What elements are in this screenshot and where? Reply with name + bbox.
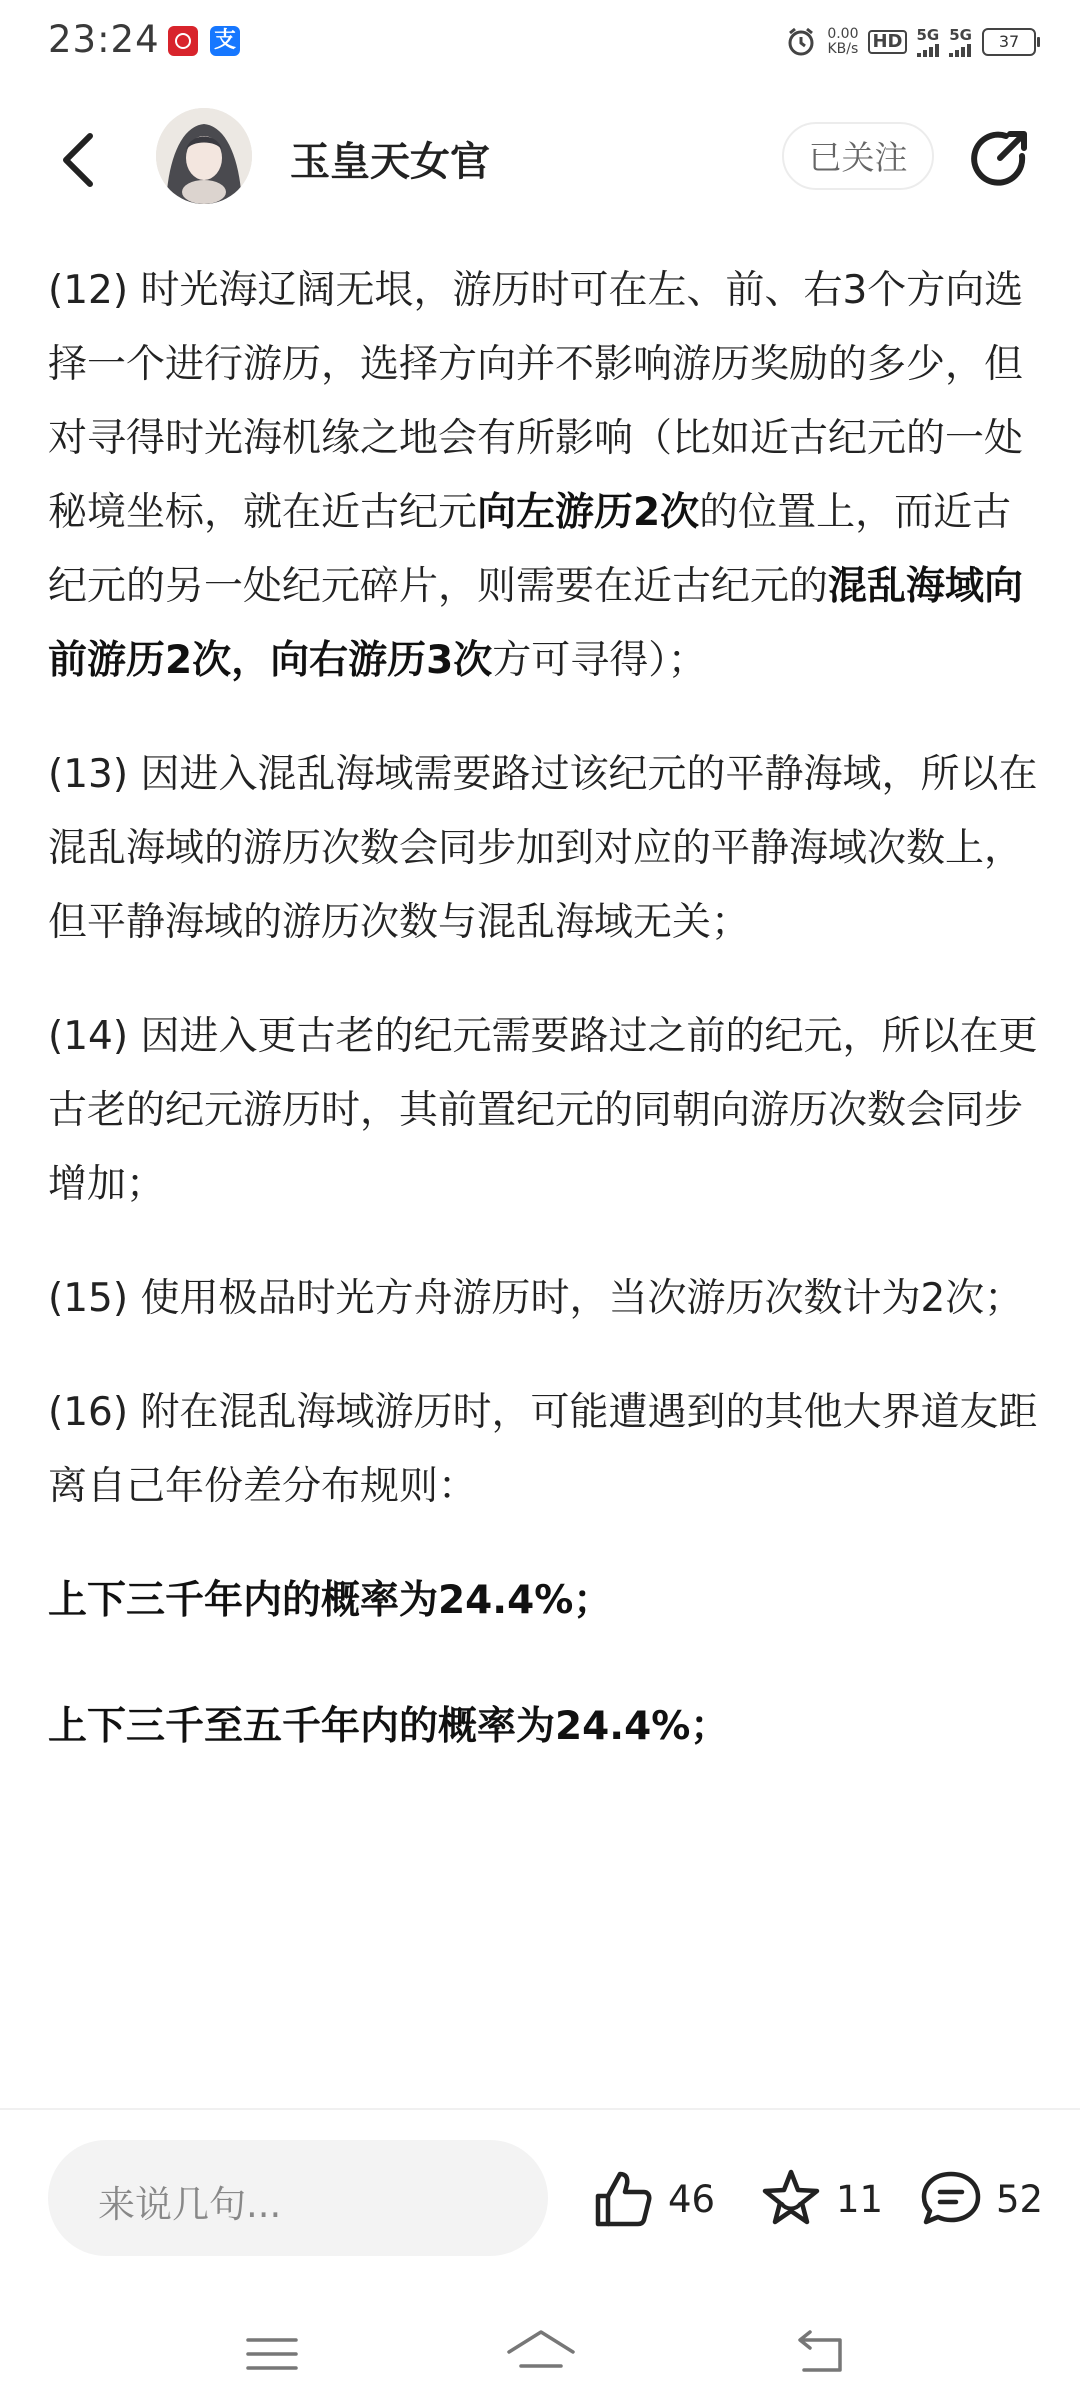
home-icon[interactable] <box>505 2326 577 2382</box>
thumbs-up-icon <box>590 2166 656 2232</box>
signal-sim1-icon: 5G <box>917 27 940 57</box>
comment-placeholder: 来说几句... <box>98 2183 282 2226</box>
author-name[interactable]: 玉皇天女官 <box>290 139 490 185</box>
net-speed: 0.00 KB/s <box>827 26 859 57</box>
post-header <box>0 100 1080 220</box>
alipay-app-icon: 支 <box>210 26 240 56</box>
avatar[interactable] <box>156 108 252 204</box>
bank-app-icon <box>168 26 198 56</box>
chevron-left-icon[interactable] <box>52 128 108 192</box>
favorite-button[interactable] <box>758 2164 883 2234</box>
chat-bubble-icon <box>918 2166 984 2232</box>
signal-sim2-icon: 5G <box>949 27 972 57</box>
like-count: 46 <box>668 2177 716 2221</box>
paragraph-13: (13) 因进入混乱海域需要路过该纪元的平静海域，所以在混乱海域的游历次数会同步加到对应的平静海域次数上，但平静海域的游历次数与混乱海域无关； <box>48 752 1038 945</box>
status-time: 23:24 <box>48 18 160 61</box>
favorite-count: 11 <box>836 2177 884 2221</box>
paragraph-15: (15) 使用极品时光方舟游历时，当次游历次数计为2次； <box>48 1276 1024 1321</box>
system-nav-bar <box>0 2300 1080 2408</box>
hd-badge: HD <box>868 30 906 54</box>
share-icon[interactable] <box>966 126 1034 194</box>
paragraph-14: (14) 因进入更古老的纪元需要路过之前的纪元，所以在更古老的纪元游历时，其前置纪元的同朝向游历次数会同步增加； <box>48 1014 1038 1207</box>
battery-icon: 37 <box>982 28 1036 56</box>
menu-icon[interactable] <box>242 2326 302 2382</box>
comment-button[interactable] <box>918 2164 1043 2234</box>
post-content <box>48 254 1038 1816</box>
follow-button[interactable]: 已关注 <box>782 122 934 190</box>
comment-count: 52 <box>996 2177 1044 2221</box>
status-indicators <box>785 22 1036 62</box>
comment-input[interactable] <box>48 2140 548 2256</box>
paragraph-16: (16) 附在混乱海域游历时，可能遭遇到的其他大界道友距离自己年份差分布规则： <box>48 1390 1038 1509</box>
divider <box>0 2108 1080 2110</box>
alarm-icon <box>785 26 817 58</box>
paragraph-12: (12) 时光海辽阔无垠，游历时可在左、前、右3个方向选择一个进行游历，选择方向并不影响游历奖励的多少，但对寻得时光海机缘之地会有所影响（比如近古纪元的一处秘境坐标，就在近古纪元向左游历2次的位置上，而近古纪元的另一处纪元碎片，则需要在近古纪元的混乱海域向前游历2次，向右游历3次方可寻得）； <box>48 268 1024 683</box>
back-nav-icon[interactable] <box>790 2326 850 2382</box>
rule-line-1: 上下三千年内的概率为24.4%； <box>48 1578 613 1623</box>
rule-line-2: 上下三千至五千年内的概率为24.4%； <box>48 1704 730 1749</box>
like-button[interactable] <box>590 2164 715 2234</box>
star-icon <box>758 2166 824 2232</box>
status-bar <box>0 0 1080 84</box>
